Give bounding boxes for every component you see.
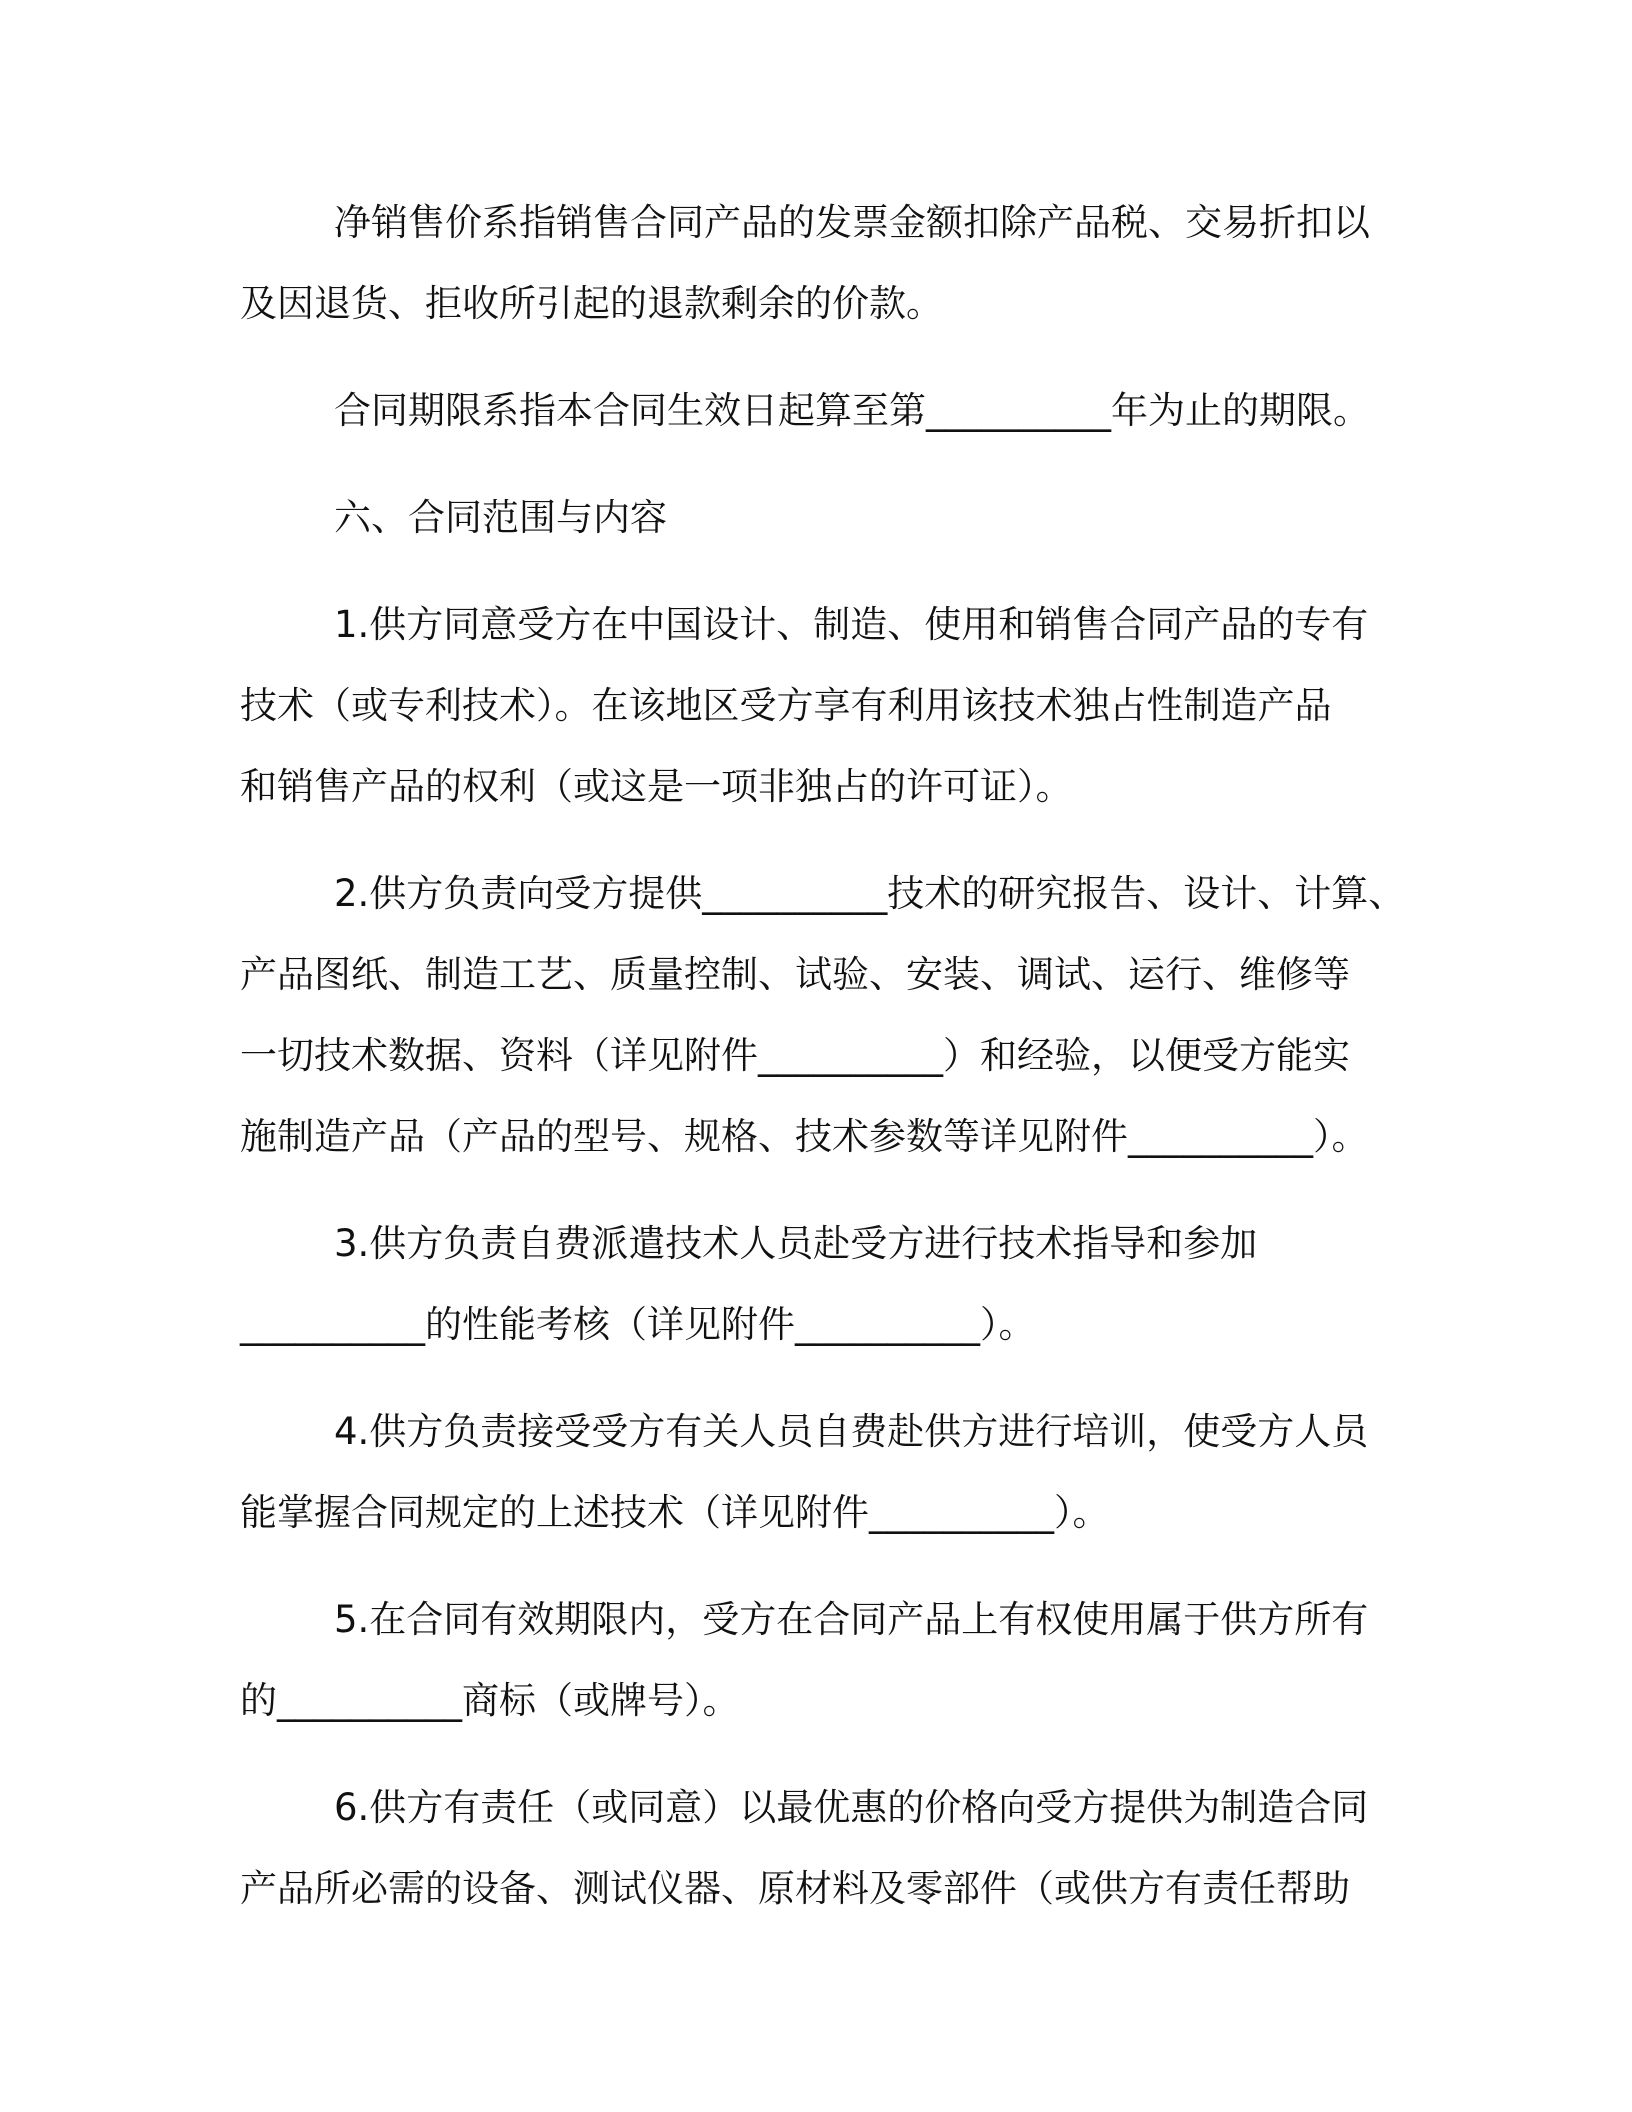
paragraph-contract-term — [240, 370, 1410, 451]
text-line: 5.在合同有效期限内，受方在合同产品上有权使用属于供方所有 — [334, 1598, 1369, 1641]
text-line: 的__________商标（或牌号）。 — [240, 1679, 740, 1722]
text-line: 能掌握合同规定的上述技术（详见附件__________）。 — [240, 1491, 1110, 1534]
text-line: 施制造产品（产品的型号、规格、技术参数等详见附件__________）。 — [240, 1115, 1369, 1158]
text-line: 1.供方同意受方在中国设计、制造、使用和销售合同产品的专有 — [334, 603, 1369, 646]
text-line: 及因退货、拒收所引起的退款剩余的价款。 — [240, 282, 943, 325]
text-line: 2.供方负责向受方提供__________技术的研究报告、设计、计算、 — [334, 872, 1406, 915]
clause-5 — [240, 1579, 1410, 1741]
section-heading-scope — [240, 477, 1410, 558]
text-line: 和销售产品的权利（或这是一项非独占的许可证）。 — [240, 765, 1073, 808]
paragraph-net-sales-price — [240, 182, 1410, 344]
text-line: 产品所必需的设备、测试仪器、原材料及零部件（或供方有责任帮助 — [240, 1867, 1350, 1910]
clause-4 — [240, 1391, 1410, 1553]
text-line: __________的性能考核（详见附件__________）。 — [240, 1303, 1036, 1346]
text-line: 一切技术数据、资料（详见附件__________）和经验，以便受方能实 — [240, 1034, 1350, 1077]
text-line: 产品图纸、制造工艺、质量控制、试验、安装、调试、运行、维修等 — [240, 953, 1350, 996]
clause-3 — [240, 1203, 1410, 1365]
clause-6 — [240, 1767, 1410, 1929]
text-line: 净销售价系指销售合同产品的发票金额扣除产品税、交易折扣以 — [334, 201, 1370, 244]
section-heading: 六、合同范围与内容 — [334, 496, 667, 539]
clause-2 — [240, 853, 1410, 1177]
text-line: 技术（或专利技术）。在该地区受方享有利用该技术独占性制造产品 — [240, 684, 1332, 727]
text-line: 6.供方有责任（或同意）以最优惠的价格向受方提供为制造合同 — [334, 1786, 1369, 1829]
text-line: 4.供方负责接受受方有关人员自费赴供方进行培训，使受方人员 — [334, 1410, 1369, 1453]
clause-1 — [240, 584, 1410, 827]
text-line: 合同期限系指本合同生效日起算至第__________年为止的期限。 — [334, 389, 1370, 432]
document-body — [240, 182, 1410, 1955]
text-line: 3.供方负责自费派遣技术人员赴受方进行技术指导和参加 — [334, 1222, 1258, 1265]
